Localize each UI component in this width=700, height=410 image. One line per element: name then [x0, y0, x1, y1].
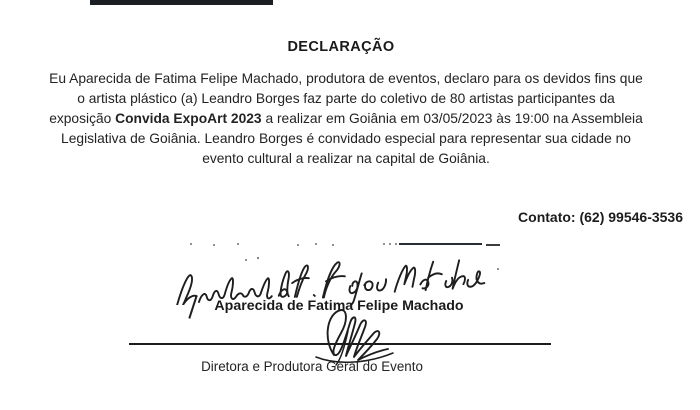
event-name-bold: Convida ExpoArt 2023: [115, 111, 262, 126]
declaration-body: [0, 69, 696, 169]
body-line: Eu Aparecida de Fatima Felipe Machado, produtora de eventos, declaro para os devidos fins que: [49, 71, 643, 86]
body-line: o artista plástico (a) Leandro Borges faz parte do coletivo de 80 artistas participantes da: [77, 91, 615, 106]
signature-rule: [129, 343, 551, 345]
body-line: evento cultural a realizar na capital de Goiânia.: [202, 151, 490, 166]
signature-rubric: [298, 303, 413, 367]
document-title: DECLARAÇÃO: [287, 39, 395, 55]
body-line: exposição Convida ExpoArt 2023 a realizar em Goiânia em 03/05/2023 às 19:00 na Assembleia: [49, 111, 643, 126]
signer-role: Diretora e Produtora Geral do Evento: [201, 359, 423, 374]
body-line: Legislativa de Goiânia. Leandro Borges é convidado especial para representar sua cidade no: [61, 131, 631, 146]
cropped-letterhead-bar: [90, 0, 273, 5]
signer-printed-name: Aparecida de Fatima Felipe Machado: [214, 298, 464, 314]
contact-info: Contato: (62) 99546-3536: [518, 209, 683, 225]
